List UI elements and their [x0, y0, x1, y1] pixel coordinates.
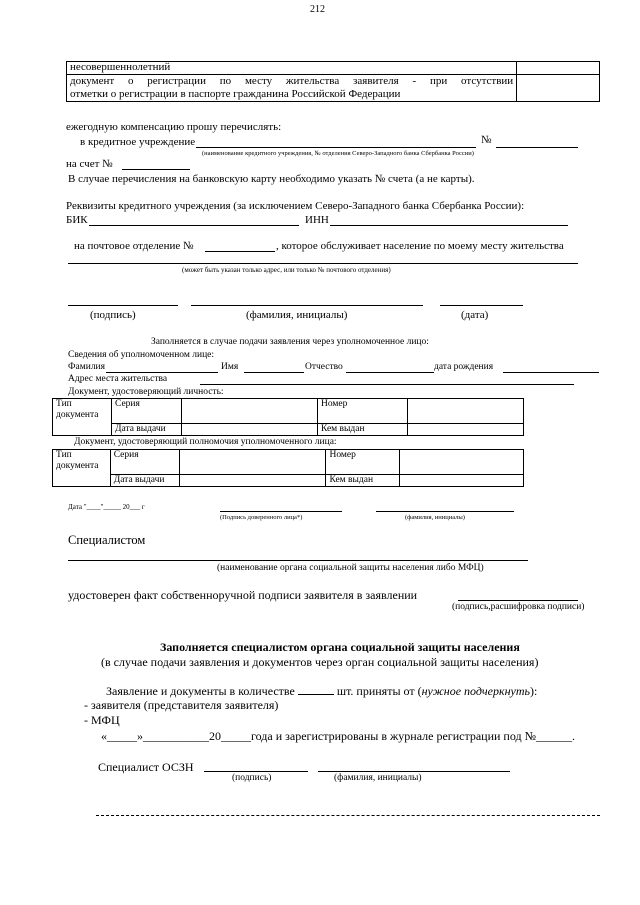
comp-intro: ежегодную компенсацию прошу перечислять: [66, 121, 282, 133]
rep-heading: Заполняется в случае подачи заявления через уполномоченное лицо: [151, 337, 429, 347]
table-row [53, 450, 524, 475]
proxy-name-hint: (фамилия, инициалы) [405, 514, 465, 521]
ozn-option-mfc[interactable]: - МФЦ [84, 713, 120, 727]
bank-field[interactable] [196, 147, 476, 148]
name-field[interactable] [191, 305, 423, 306]
proxy-name-field[interactable] [376, 511, 514, 512]
docs-count-field[interactable] [298, 694, 334, 695]
inn-field[interactable] [330, 225, 568, 226]
table-row [67, 62, 600, 75]
ozn-title: Заполняется специалистом органа социальной защиты населения [160, 640, 520, 654]
cut-line [96, 815, 600, 816]
docs-prefix: Заявление и документы в количестве [106, 684, 295, 698]
post-suffix: , которое обслуживает население по моему месту жительства [276, 240, 564, 252]
number-label: № [481, 134, 492, 146]
power-type-l1: Тип [56, 450, 72, 460]
id-type-l1: Тип [56, 399, 72, 409]
table-row [67, 75, 600, 102]
proxy-sign-hint: (Подпись доверенного лица*) [220, 514, 303, 521]
power-number-label: Номер [326, 450, 400, 475]
page-number: 212 [310, 4, 325, 15]
post-address-field[interactable] [68, 263, 578, 264]
id-issue-date-field[interactable] [182, 424, 318, 436]
date-field[interactable] [440, 305, 523, 306]
specialist-label: Специалистом [68, 533, 146, 547]
doc-registration-l1: документ о регистрации по месту жительства заявителя - при отсутствии [70, 75, 514, 87]
id-type-l2: документа [56, 410, 99, 420]
power-type-label [53, 450, 111, 487]
ozn-registration-line: «_____»___________20_____года и зарегистрированы в журнале регистрации под №______. [101, 729, 576, 743]
doc-registration [67, 75, 517, 102]
inn-label: ИНН [305, 214, 329, 226]
id-issued-by-label: Кем выдан [317, 424, 407, 436]
doc-minor: несовершеннолетний [67, 62, 517, 75]
rep-birthdate-label: дата рождения [434, 362, 494, 372]
id-number-field[interactable] [408, 399, 524, 424]
post-hint: (может быть указан только адрес, или только № почтового отделения) [182, 266, 391, 274]
power-issued-by-field[interactable] [400, 475, 524, 487]
rep-name-label: Имя [221, 362, 239, 372]
ozn-signature-field[interactable] [204, 771, 308, 772]
doc-registration-l2: отметки о регистрации в паспорте гражданина Российской Федерации [70, 88, 401, 100]
proxy-sign-field[interactable] [220, 511, 342, 512]
certified-label: удостоверен факт собственноручной подписи заявителя в заявлении [68, 588, 418, 602]
docs-end: ): [530, 684, 538, 698]
power-issue-date-label: Дата выдачи [110, 475, 179, 487]
id-series-field[interactable] [182, 399, 318, 424]
id-document-table [52, 398, 524, 436]
bank-label: в кредитное учреждение [80, 136, 196, 148]
account-label: на счет № [66, 158, 113, 170]
bik-label: БИК [66, 214, 88, 226]
rep-power-doc: Документ, удостоверяющий полномочия уполномоченного лица: [74, 437, 337, 447]
rep-patronymic-field[interactable] [346, 372, 434, 373]
rep-surname-field[interactable] [106, 372, 218, 373]
rep-id-doc: Документ, удостоверяющий личность: [68, 387, 224, 397]
id-series-label: Серия [112, 399, 182, 424]
rep-date-line: Дата "____"_____ 20___ г [68, 503, 145, 511]
documents-table [66, 61, 600, 102]
bank-hint: (наименование кредитного учреждения, № отделения Северо-Западного банка Сбербанка России) [202, 150, 474, 157]
rep-surname-label: Фамилия [68, 362, 106, 372]
ozn-signature-hint: (подпись) [232, 773, 272, 783]
table-row [53, 399, 524, 424]
date-hint: (дата) [461, 309, 489, 321]
specialist-org-field[interactable] [68, 560, 528, 561]
rep-birthdate-field[interactable] [503, 372, 599, 373]
power-issued-by-label: Кем выдан [326, 475, 400, 487]
table-row [53, 424, 524, 436]
ozn-docs-line [106, 684, 537, 699]
certified-sign-hint: (подпись,расшифровка подписи) [452, 602, 585, 612]
power-issue-date-field[interactable] [179, 475, 326, 487]
rep-patronymic-label: Отчество [305, 362, 343, 372]
bik-field[interactable] [89, 225, 299, 226]
id-number-label: Номер [317, 399, 407, 424]
id-issued-by-field[interactable] [408, 424, 524, 436]
post-office-field[interactable] [205, 251, 275, 252]
doc-minor-check[interactable] [517, 62, 600, 75]
doc-registration-check[interactable] [517, 75, 600, 102]
power-series-field[interactable] [179, 450, 326, 475]
id-type-label [53, 399, 112, 436]
post-prefix: на почтовое отделение № [74, 240, 194, 252]
ozn-subtitle: (в случае подачи заявления и документов через орган социальной защиты населения) [101, 655, 539, 669]
table-row [53, 475, 524, 487]
power-series-label: Серия [110, 450, 179, 475]
id-issue-date-label: Дата выдачи [112, 424, 182, 436]
rep-address-field[interactable] [200, 384, 574, 385]
docs-mid: шт. приняты от ( [336, 684, 422, 698]
power-number-field[interactable] [400, 450, 524, 475]
ozn-name-hint: (фамилия, инициалы) [334, 773, 422, 783]
docs-italic: нужное подчеркнуть [421, 684, 530, 698]
card-note: В случае перечисления на банковскую карту необходимо указать № счета (а не карты). [68, 173, 475, 185]
ozn-specialist-label: Специалист ОСЗН [98, 760, 194, 774]
requisites-label: Реквизиты кредитного учреждения (за исключением Северо-Западного банка Сбербанка России): [66, 200, 525, 212]
ozn-name-field[interactable] [318, 771, 510, 772]
account-field[interactable] [122, 169, 190, 170]
rep-name-field[interactable] [244, 372, 304, 373]
signature-hint: (подпись) [90, 309, 136, 321]
power-document-table [52, 449, 524, 487]
ozn-option-applicant[interactable]: - заявителя (представителя заявителя) [84, 698, 279, 712]
certified-sign-field[interactable] [458, 600, 578, 601]
rep-address-label: Адрес места жительства [68, 374, 168, 384]
name-hint: (фамилия, инициалы) [246, 309, 348, 321]
bank-number-field[interactable] [496, 147, 578, 148]
signature-field[interactable] [68, 305, 178, 306]
rep-info: Сведения об уполномоченном лице: [68, 350, 215, 360]
power-type-l2: документа [56, 461, 99, 471]
specialist-org-hint: (наименование органа социальной защиты населения либо МФЦ) [217, 563, 484, 573]
